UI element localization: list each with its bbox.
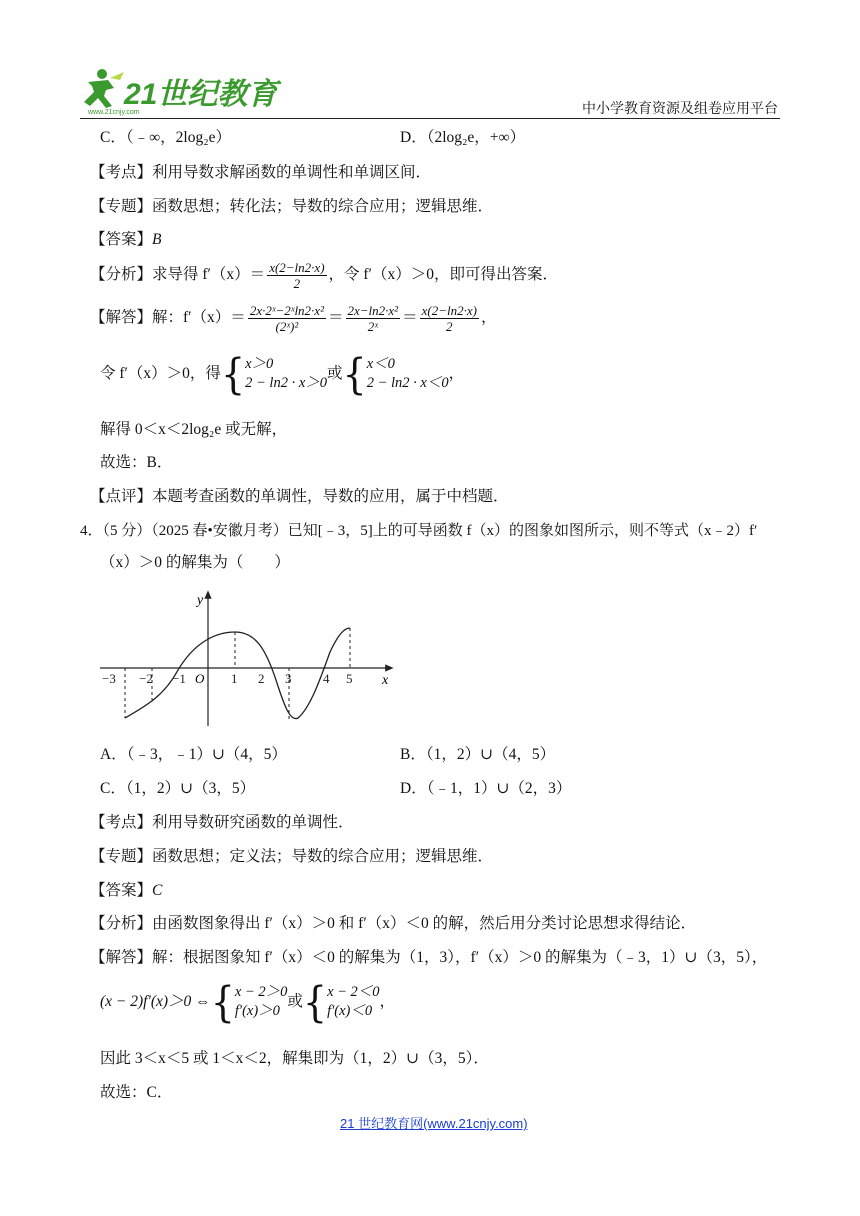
q3-answer [90,230,161,250]
q3-option-c: C．（﹣∞，2log₂e） [100,129,231,146]
answer-value: B [152,231,162,248]
function-graph [98,590,398,730]
q4-option-a: A．（﹣3，﹣1）∪（4，5） [100,746,287,763]
jieda-fraction-3: $\frac{x(2-\ln 2\cdot x)}{2}$ [421,302,477,334]
logo-icon [80,66,278,116]
origin-label: O [195,671,205,686]
q3-fenxi [90,258,558,292]
tick-label-1: 1 [231,671,238,686]
guide-lines [125,628,350,720]
function-curve [125,628,350,719]
q4-yinci: 因此 3＜x＜5 或 1＜x＜2，解集即为（1，2）∪（3，5）． [100,1050,489,1067]
tick-label-3: 3 [285,671,292,686]
q3-jieda: 【解答】解：f′（x）＝ $\frac{\text{2x·2ˣ−2ˣln2·x²}}{\text{(2ˣ)²}}$ ＝ $\frac{\text{2x−ln2·x²}}{\text{2ˣ}}$ ＝ $\frac{x(2-\ln 2\cdot x)}{2}$ ， [90,302,497,334]
q3-jiede: 解得 0＜x＜2log₂e 或无解， [100,421,288,438]
answer-label: 【答案】 [90,231,153,248]
header-divider [80,118,780,119]
q4-option-c: C．（1，2）∪（3，5） [100,780,256,797]
q4-inequality: (x − 2)f′(x)＞0 ⇔{ x − 2＞0 f′(x)＞0 或{ x − 2＜0 f′(x)＜0 ， [100,978,396,1027]
brace-b: { [342,350,367,399]
q4-zhuanti: 【专题】函数思想；定义法；导数的综合应用；逻辑思维． [90,848,494,865]
tick-label-neg3: −3 [102,671,116,686]
inequality-prefix: (x − 2)f′(x)＞0 ⇔ [100,993,211,1010]
jieda-prefix: 【解答】解：f′（x）＝ [90,309,246,326]
header-platform-text: 中小学教育资源及组卷应用平台 [582,100,778,116]
brace-a: { [210,978,235,1027]
ling-prefix: 令 f′（x）＞0，得 [100,365,221,382]
brace-a: { [220,350,246,399]
q3-zhuanti: 【专题】函数思想；转化法；导数的综合应用；逻辑思维． [90,198,494,215]
system-b: x − 2＜0 f′(x)＜0 [327,984,380,1020]
q3-guxuan: 故选：B． [100,454,173,471]
or-text: 或 [327,365,343,382]
answer-label: 【答案】 [90,882,153,899]
q4-jieda: 【解答】解：根据图象知 f′（x）＜0 的解集为（1，3），f′（x）＞0 的解集为（﹣3，1）∪（3，5）， [90,949,768,966]
q4-fenxi: 【分析】由函数图象得出 f′（x）＞0 和 f′（x）＜0 的解，然后用分类讨论思想求得结论． [90,915,697,932]
fenxi-fraction: $\frac{x(2-\ln 2\cdot x)}{2}$ [269,259,325,291]
tick-label-5: 5 [346,671,353,686]
tick-label-neg1: −1 [172,671,186,686]
tick-label-neg2: −2 [139,671,153,686]
footer-site-link[interactable]: 21 世纪教育网(www.21cnjy.com) [340,1116,528,1131]
system-a: x＞0 2 − ln2 · x＞0 [245,356,327,392]
fenxi-suffix: ，令 f′（x）＞0，即可得出答案． [328,266,558,283]
q4-stem-line2: （x）＞0 的解集为（ ） [100,554,290,571]
tick-label-4: 4 [323,671,330,686]
or-text: 或 [287,993,303,1010]
answer-value: C [152,882,163,899]
system-b: x＜0 2 − ln2 · x＜0 [366,356,449,392]
q3-option-d: D．（2log₂e，+∞） [400,129,526,146]
q4-option-b: B．（1，2）∪（4，5） [400,746,556,763]
q4-guxuan: 故选：C． [100,1084,173,1101]
jieda-fraction-2: $\frac{\text{2x−ln2·x²}}{\text{2ˣ}}$ [347,302,399,334]
q3-dianping: 【点评】本题考查函数的单调性，导数的应用，属于中档题． [90,488,509,505]
q4-stem-line1: 4．（5 分）（2025 春•安徽月考）已知[﹣3，5]上的可导函数 f（x）的图象如图所示，则不等式（x﹣2）f′ [80,523,758,539]
q4-option-d: D．（﹣1，1）∪（2，3） [400,780,572,797]
logo-text: 21世纪教育 [124,78,278,111]
q3-ling: 令 f′（x）＞0，得{ x＞0 2 − ln2 · x＞0 或{ x＜0 2 − ln2 · x＜0 ， [100,350,465,399]
y-axis-label: y [197,593,204,608]
fenxi-prefix: 【分析】求导得 f′（x）＝ [90,266,266,283]
q4-answer [90,881,162,901]
system-a: x − 2＞0 f′(x)＞0 [234,984,288,1020]
x-axis-label: x [382,673,389,688]
q4-kaodian: 【考点】利用导数研究函数的单调性． [90,814,354,831]
brace-b: { [302,978,328,1027]
q3-kaodian: 【考点】利用导数求解函数的单调性和单调区间． [90,164,432,181]
tick-label-2: 2 [258,671,265,686]
logo-url: www.21cnjy.com [88,109,140,116]
jieda-fraction-1: $\frac{\text{2x·2ˣ−2ˣln2·x²}}{\text{(2ˣ)²}}$ [249,302,324,334]
